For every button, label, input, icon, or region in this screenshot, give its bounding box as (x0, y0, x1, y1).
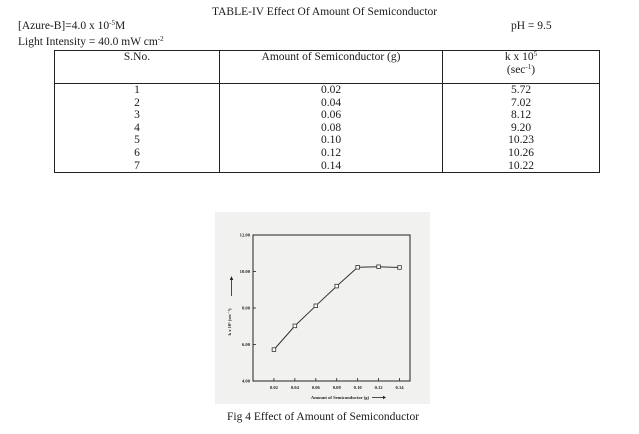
light-intensity (18, 36, 164, 49)
cell-amount: 0.02 (220, 84, 443, 97)
x-axis-arrowhead (383, 396, 386, 399)
data-point (314, 304, 318, 308)
x-tick-label: 0.06 (311, 385, 320, 390)
table-row (55, 134, 600, 147)
table-row (55, 84, 600, 97)
light-intensity-exponent: -2 (157, 35, 164, 43)
azure-b-prefix: [Azure-B]=4.0 x 10 (18, 20, 110, 32)
header-k-unit-prefix: (sec (506, 64, 526, 76)
cell-k: 7.02 (443, 97, 600, 110)
header-sno: S.No. (55, 51, 220, 84)
series-line (274, 267, 400, 350)
header-k-prefix: k x 10 (504, 51, 534, 63)
cell-sno: 3 (55, 109, 220, 122)
y-tick-label: 4.00 (241, 378, 250, 384)
cell-k: 10.23 (443, 134, 600, 147)
cell-k: 10.26 (443, 147, 600, 160)
data-point (293, 324, 297, 328)
data-point (377, 265, 381, 269)
header-k-exponent: 5 (533, 50, 538, 58)
cell-sno: 2 (55, 97, 220, 110)
cell-amount: 0.04 (220, 97, 443, 110)
azure-b-concentration (18, 20, 125, 33)
y-axis-label: k x 10⁵ (sec⁻¹) (227, 308, 232, 336)
y-tick-label: 12.00 (239, 232, 250, 238)
plot-frame (253, 235, 410, 381)
table-header-row (55, 51, 600, 84)
table-row (55, 160, 600, 173)
cell-sno: 5 (55, 134, 220, 147)
cell-k: 8.12 (443, 109, 600, 122)
header-k (443, 51, 600, 84)
data-table (54, 50, 600, 173)
y-axis-arrowhead (230, 276, 233, 280)
azure-b-unit: M (114, 20, 126, 32)
data-point (356, 266, 360, 270)
x-tick-label: 0.04 (290, 385, 299, 390)
cell-sno: 1 (55, 84, 220, 97)
figure-caption: Fig 4 Effect of Amount of Semiconductor (227, 411, 420, 423)
figure-4-panel (215, 212, 430, 404)
cell-sno: 4 (55, 122, 220, 135)
cell-sno: 6 (55, 147, 220, 160)
azure-b-exponent: -5 (109, 19, 115, 27)
header-k-unit-suffix: ) (531, 64, 536, 76)
ph-value: pH = 9.5 (511, 20, 552, 32)
cell-sno: 7 (55, 160, 220, 173)
x-tick-label: 0.12 (374, 385, 383, 390)
y-tick-label: 10.00 (239, 269, 250, 275)
table-row (55, 147, 600, 160)
rate-vs-semiconductor-chart (215, 212, 430, 404)
data-point (272, 348, 276, 352)
data-point (398, 266, 402, 270)
x-axis-label: Amount of Semiconductor (g) (310, 395, 370, 400)
cell-k: 9.20 (443, 122, 600, 135)
y-tick-label: 8.00 (241, 305, 250, 311)
cell-k: 5.72 (443, 84, 600, 97)
header-k-unit-exponent: -1 (525, 63, 532, 71)
table-row (55, 109, 600, 122)
cell-k: 10.22 (443, 160, 600, 173)
light-intensity-prefix: Light Intensity = 40.0 mW cm (18, 36, 158, 48)
table-row (55, 97, 600, 110)
table-title: TABLE-IV Effect Of Amount Of Semiconductor (212, 6, 438, 18)
cell-amount: 0.08 (220, 122, 443, 135)
y-tick-label: 6.00 (241, 342, 250, 348)
cell-amount: 0.12 (220, 147, 443, 160)
data-point (335, 284, 339, 288)
cell-amount: 0.14 (220, 160, 443, 173)
cell-amount: 0.10 (220, 134, 443, 147)
x-tick-label: 0.14 (395, 385, 404, 390)
cell-amount: 0.06 (220, 109, 443, 122)
x-tick-label: 0.02 (269, 385, 278, 390)
x-tick-label: 0.08 (332, 385, 341, 390)
x-tick-label: 0.10 (353, 385, 362, 390)
table-row (55, 122, 600, 135)
header-amount: Amount of Semiconductor (g) (220, 51, 443, 84)
